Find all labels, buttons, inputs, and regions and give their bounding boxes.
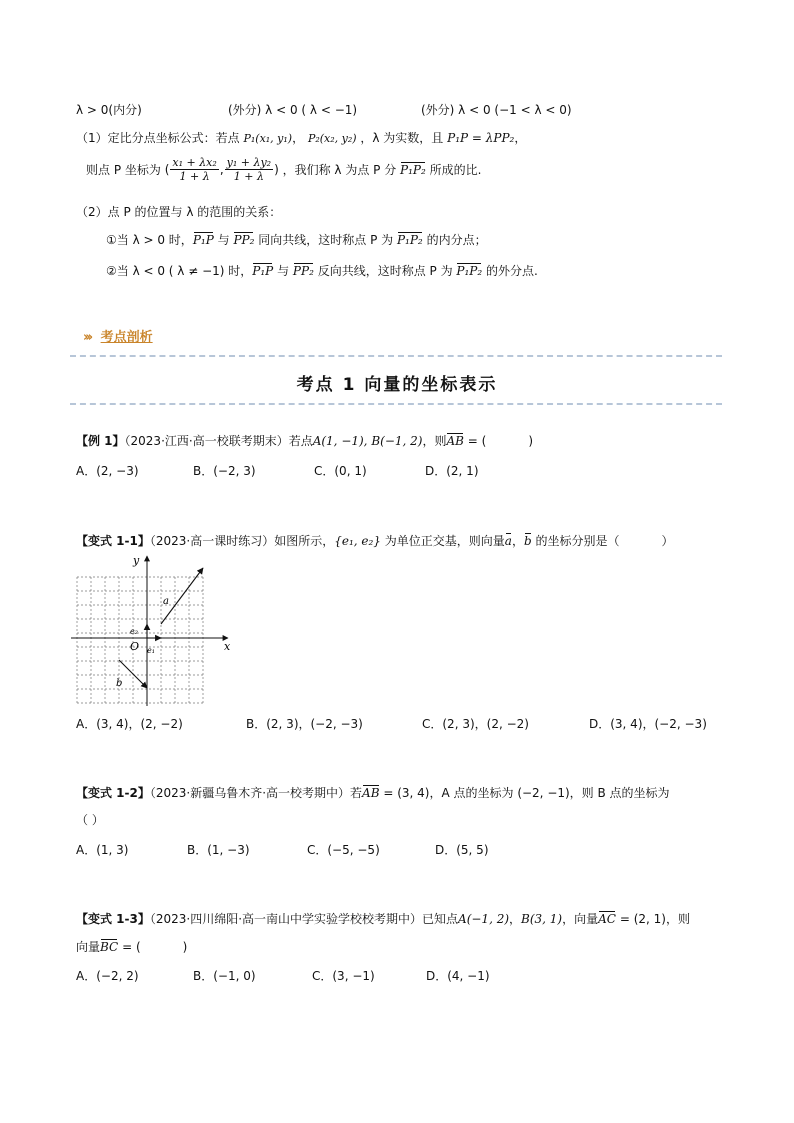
condition-external-1: (外分) λ < 0 ( λ < −1): [228, 103, 358, 117]
option-b: B．(−2, 3): [193, 464, 256, 478]
vector-p1p: P₁P: [192, 233, 214, 247]
option-c: C．(3, −1): [312, 969, 375, 983]
variant-label: 【变式 1-2】: [76, 786, 150, 800]
variant-label: 【变式 1-3】: [76, 912, 150, 926]
option-d: D．(3, 4)，(−2, −3): [589, 717, 707, 731]
coordinate-figure: [68, 552, 238, 708]
example-label: 【例 1】: [76, 434, 125, 448]
section-heading: [83, 326, 153, 345]
divider-bottom: [70, 403, 722, 405]
option-c: C．(−5, −5): [307, 843, 380, 857]
formula-line-1: （1）定比分点坐标公式：若点 P₁(x₁, y₁)， P₂(x₂, y₂) ，λ 为实数，且 P₁P = λPP₂，: [76, 131, 527, 145]
position-heading: （2）点 P 的位置与 λ 的范围的关系：: [76, 205, 282, 219]
option-b: B．(−1, 0): [193, 969, 256, 983]
point-a: A(−1, 2): [458, 912, 510, 926]
segment-p1p2: P₁P₂: [456, 264, 483, 278]
variant-1-1-question: 【变式 1-1】（2023·高一课时练习）如图所示，{e₁, e₂} 为单位正交基，则向量a，b 的坐标分别是（ ）: [76, 534, 674, 548]
segment-p1p2: P₁P₂: [400, 162, 426, 177]
topic-title: 考点 1 向量的坐标表示: [296, 375, 498, 395]
formula-line-2: 则点 P 坐标为 ( $\frac{\text{x₁ + λx₂}}{1 + \lambda}$ , $\frac{\text{y₁ + λy₂}}{1 + \lambda}$ ) ，我们称 λ 为点 P 分 P₁P₂ 所成的比.: [86, 156, 482, 183]
option-b: B．(1, −3): [187, 843, 250, 857]
fraction-y: $\frac{\text{y₁ + λy₂}}{1 + \lambda}$: [226, 156, 272, 183]
option-c: C．(0, 1): [314, 464, 367, 478]
vector-b-label: b: [116, 678, 123, 689]
option-d: D．(5, 5): [435, 843, 489, 857]
vector-ab: AB: [446, 434, 464, 448]
variant-1-2-answer-paren: （ ）: [76, 813, 104, 827]
option-a: A．(2, −3): [76, 464, 139, 478]
variant-label: 【变式 1-1】: [76, 534, 150, 548]
e2-label: e₂: [130, 627, 138, 636]
grid: [77, 577, 203, 703]
option-c: C．(2, 3)，(2, −2): [422, 717, 529, 731]
y-label: y: [133, 554, 140, 567]
vector-pp2: PP₂: [233, 233, 255, 247]
example-1-question: 【例 1】（2023·江西·高一校联考期末）若点A(1, −1), B(−1, 2)，则AB = ( ): [76, 434, 534, 448]
variant-1-3-question-line-2: 向量BC = ( ): [76, 940, 188, 954]
condition-external-2: (外分) λ < 0 (−1 < λ < 0): [421, 103, 572, 117]
option-b: B．(2, 3)，(−2, −3): [246, 717, 363, 731]
option-a: A．(3, 4)，(2, −2): [76, 717, 183, 731]
option-a: A．(−2, 2): [76, 969, 139, 983]
condition-internal: λ > 0(内分): [76, 103, 142, 117]
position-case-2: ②当 λ < 0 ( λ ≠ −1) 时，P₁P 与 PP₂ 反向共线，这时称点 P 为 P₁P₂ 的外分点.: [106, 264, 538, 278]
variant-1-3-question: 【变式 1-3】（2023·四川绵阳·高一南山中学实验学校校考期中）已知点A(−1, 2)，B(3, 1)，向量AC = (2, 1)，则: [76, 912, 690, 926]
text: （1）定比分点坐标公式：若点: [76, 131, 240, 145]
vector-a: a: [504, 534, 512, 548]
text: ，我们称 λ 为点 P 分: [282, 163, 397, 177]
lambda-conditions: [76, 101, 572, 118]
basis: {e₁, e₂}: [334, 534, 381, 548]
vector-ac: AC: [598, 912, 616, 926]
segment-p1p2: P₁P₂: [396, 233, 423, 247]
points: A(1, −1), B(−1, 2): [312, 434, 423, 448]
e1-label: e₁: [147, 646, 155, 655]
option-d: D．(4, −1): [426, 969, 490, 983]
text: 所成的比.: [429, 163, 482, 177]
fraction-x: $\frac{\text{x₁ + λx₂}}{1 + \lambda}$: [172, 156, 217, 183]
point-b: B(3, 1): [521, 912, 563, 926]
section-heading-text: 考点剖析: [100, 330, 153, 345]
option-a: A．(1, 3): [76, 843, 129, 857]
origin-label: O: [130, 640, 140, 653]
vector-ab: AB: [362, 786, 380, 800]
x-label: x: [224, 640, 231, 653]
text: 则点 P 坐标为: [86, 163, 161, 177]
divider-top: [70, 355, 722, 357]
variant-1-2-question: 【变式 1-2】（2023·新疆乌鲁木齐·高一校考期中）若AB = (3, 4)，A 点的坐标为 (−2, −1)，则 B 点的坐标为: [76, 786, 670, 800]
vector-p1p: P₁P: [252, 264, 274, 278]
option-d: D．(2, 1): [425, 464, 479, 478]
point-p1: P₁(x₁, y₁): [243, 132, 293, 145]
vector-b: b: [523, 534, 532, 548]
vector-b-arrow: [119, 660, 147, 688]
double-chevron-icon: ›››: [83, 330, 91, 345]
vector-a-label: a: [163, 596, 169, 607]
vector-equation: P₁P = λPP₂: [447, 131, 515, 145]
text: ，λ 为实数，且: [360, 131, 444, 145]
vector-bc: BC: [100, 940, 119, 954]
vector-pp2: PP₂: [292, 264, 314, 278]
position-case-1: ①当 λ > 0 时，P₁P 与 PP₂ 同向共线，这时称点 P 为 P₁P₂ 的内分点；: [106, 233, 487, 247]
point-p2: P₂(x₂, y₂): [307, 132, 357, 145]
